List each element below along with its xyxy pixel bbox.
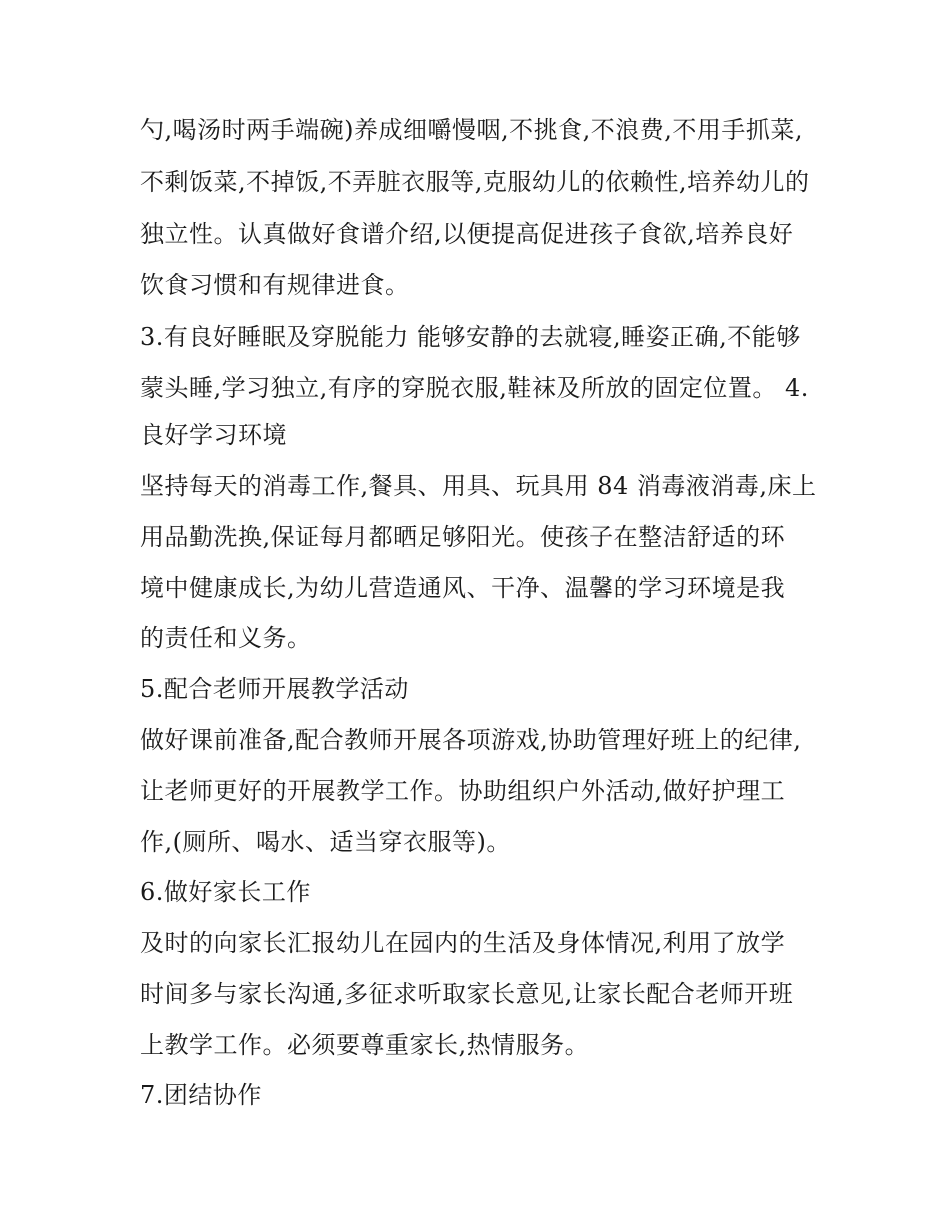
paragraph-line: 不剩饭菜,不掉饭,不弄脏衣服等,克服幼儿的依赖性,培养幼儿的 — [140, 168, 810, 196]
paragraph-line: 坚持每天的消毒工作,餐具、用具、玩具用 84 消毒液消毒,床上 — [140, 472, 817, 500]
paragraph-line: 境中健康成长,为幼儿营造通风、干净、温馨的学习环境是我 — [140, 574, 786, 602]
section-7-heading: 7.团结协作 — [140, 1081, 262, 1109]
paragraph-line: 的责任和义务。 — [140, 624, 312, 652]
section-4-heading: 良好学习环境 — [140, 421, 287, 449]
section-3-line: 3.有良好睡眠及穿脱能力 能够安静的去就寝,睡姿正确,不能够 — [140, 323, 801, 351]
paragraph-line: 蒙头睡,学习独立,有序的穿脱衣服,鞋袜及所放的固定位置。 4. — [140, 374, 809, 402]
section-5-heading: 5.配合老师开展教学活动 — [140, 675, 409, 703]
paragraph-line: 上教学工作。必须要尊重家长,热情服务。 — [140, 1031, 590, 1059]
paragraph-line: 用品勤洗换,保证每月都晒足够阳光。使孩子在整洁舒适的环 — [140, 523, 786, 551]
paragraph-line: 作,(厕所、喝水、适当穿衣服等)。 — [140, 828, 511, 856]
paragraph-line: 勺,喝汤时两手端碗)养成细嚼慢咽,不挑食,不浪费,不用手抓菜, — [140, 116, 804, 144]
paragraph-line: 做好课前准备,配合教师开展各项游戏,协助管理好班上的纪律, — [140, 726, 802, 754]
paragraph-line: 时间多与家长沟通,多征求听取家长意见,让家长配合老师开班 — [140, 980, 794, 1008]
paragraph-line: 让老师更好的开展教学工作。协助组织户外活动,做好护理工 — [140, 777, 786, 805]
paragraph-line: 独立性。认真做好食谱介绍,以便提高促进孩子食欲,培养良好 — [140, 220, 794, 248]
paragraph-line: 及时的向家长汇报幼儿在园内的生活及身体情况,利用了放学 — [140, 929, 786, 957]
section-6-heading: 6.做好家长工作 — [140, 878, 311, 906]
paragraph-line: 饮食习惯和有规律进食。 — [140, 271, 410, 299]
